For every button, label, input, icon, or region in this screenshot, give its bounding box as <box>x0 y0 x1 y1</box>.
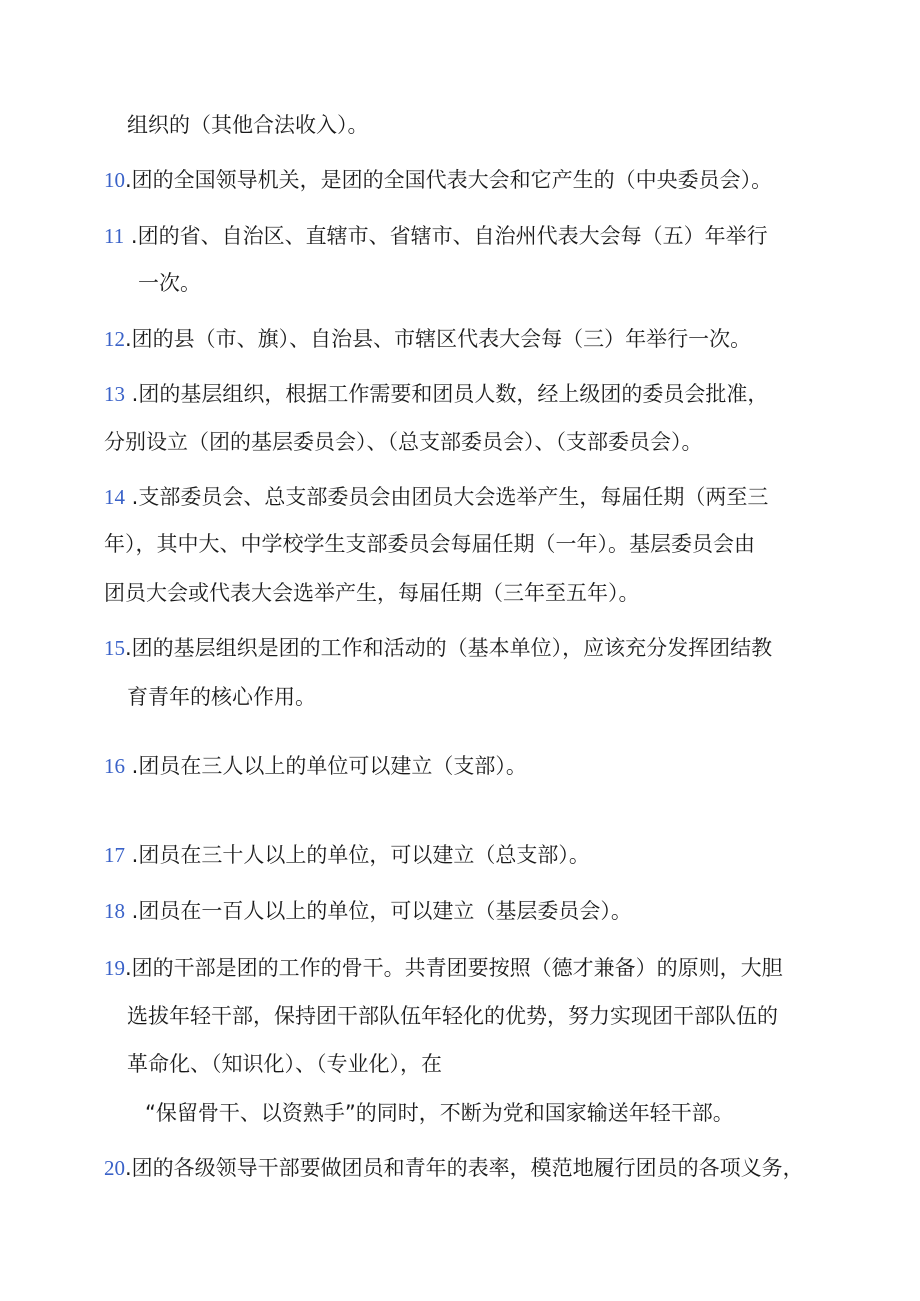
item-text: 育青年的核心作用。 <box>127 685 316 709</box>
list-item <box>104 165 772 195</box>
list-item <box>104 953 783 983</box>
item-text: 一次。 <box>138 271 201 295</box>
item-text: .团员在三人以上的单位可以建立（支部）。 <box>125 754 527 778</box>
item-text: .团的全国领导机关，是团的全国代表大会和它产生的（中央委员会）。 <box>125 168 773 192</box>
item-text: “保留骨干、以资熟手”的同时，不断为党和国家输送年轻干部。 <box>145 1101 734 1125</box>
list-item <box>104 751 527 781</box>
list-item <box>104 896 632 926</box>
item-number: 10 <box>104 168 125 192</box>
item-text: 组织的（其他合法收入）。 <box>127 113 369 137</box>
item-text: 选拔年轻干部，保持团干部队伍年轻化的优势，努力实现团干部队伍的 <box>127 1004 778 1028</box>
list-item <box>104 221 768 251</box>
item-text: .团的各级领导干部要做团员和青年的表率，模范地履行团员的各项义务， <box>125 1156 804 1180</box>
item-text: .团员在三十人以上的单位，可以建立（总支部）。 <box>125 843 590 867</box>
list-item <box>104 1153 804 1183</box>
item-text: 革命化、（知识化）、（专业化），在 <box>127 1052 442 1076</box>
list-item <box>104 840 590 870</box>
item-text: 团员大会或代表大会选举产生，每届任期（三年至五年）。 <box>104 581 640 605</box>
item-line <box>127 682 316 712</box>
item-line <box>104 578 640 608</box>
item-number: 18 <box>104 899 125 923</box>
item-number: 14 <box>104 485 125 509</box>
list-item <box>104 324 751 354</box>
item-text: .支部委员会、总支部委员会由团员大会选举产生，每届任期（两至三 <box>125 485 769 509</box>
list-item <box>104 379 768 409</box>
item-text: .团的基层组织是团的工作和活动的（基本单位），应该充分发挥团结教 <box>125 636 773 660</box>
item-text: .团员在一百人以上的单位，可以建立（基层委员会）。 <box>125 899 632 923</box>
list-item <box>104 482 768 512</box>
item-line <box>127 1049 442 1079</box>
item-text: .团的县（市、旗）、自治县、市辖区代表大会每（三）年举行一次。 <box>125 327 752 351</box>
item-number: 20 <box>104 1156 125 1180</box>
item-number: 19 <box>104 956 125 980</box>
item-number: 17 <box>104 843 125 867</box>
item-line <box>145 1098 734 1128</box>
item-line <box>104 427 703 457</box>
item-number: 11 <box>104 224 125 248</box>
item-number: 15 <box>104 636 125 660</box>
item-text: 分别设立（团的基层委员会）、（总支部委员会）、（支部委员会）。 <box>104 430 703 454</box>
list-item <box>104 633 772 663</box>
item-line <box>104 529 755 559</box>
item-number: 13 <box>104 382 125 406</box>
item-number: 12 <box>104 327 125 351</box>
item-line <box>127 110 369 140</box>
item-text: .团的省、自治区、直辖市、省辖市、自治州代表大会每（五）年举行 <box>124 224 768 248</box>
item-text: .团的基层组织，根据工作需要和团员人数，经上级团的委员会批准， <box>125 382 769 406</box>
item-line <box>127 1001 778 1031</box>
item-text: .团的干部是团的工作的骨干。共青团要按照（德才兼备）的原则，大胆 <box>125 956 783 980</box>
item-number: 16 <box>104 754 125 778</box>
item-line <box>138 268 201 298</box>
item-text: 年），其中大、中学校学生支部委员会每届任期（一年）。基层委员会由 <box>104 532 755 556</box>
